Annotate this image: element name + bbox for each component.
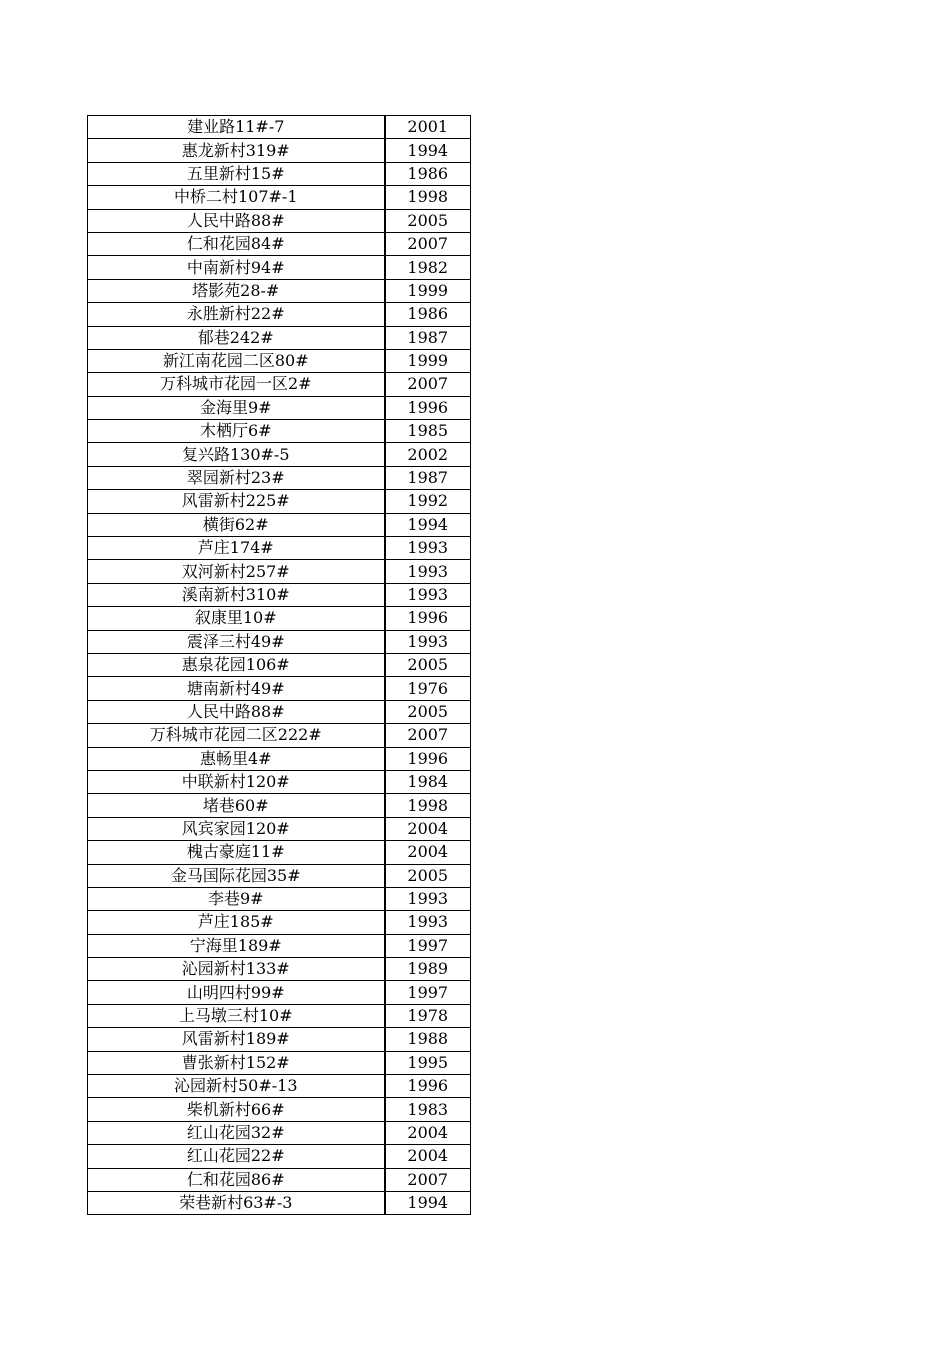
- year-cell[interactable]: 2004: [385, 1121, 471, 1144]
- table-row: [88, 1168, 471, 1191]
- address-cell[interactable]: 中联新村120#: [88, 770, 385, 793]
- table-row: [88, 326, 471, 349]
- address-cell[interactable]: 郁巷242#: [88, 326, 385, 349]
- address-cell[interactable]: 木栖厅6#: [88, 420, 385, 443]
- table-row: [88, 232, 471, 255]
- address-cell[interactable]: 上马墩三村10#: [88, 1004, 385, 1027]
- table-row: [88, 373, 471, 396]
- address-cell[interactable]: 翠园新村23#: [88, 466, 385, 489]
- address-cell[interactable]: 永胜新村22#: [88, 303, 385, 326]
- address-cell[interactable]: 复兴路130#-5: [88, 443, 385, 466]
- table-row: [88, 443, 471, 466]
- address-cell[interactable]: 横街62#: [88, 513, 385, 536]
- table-row: [88, 209, 471, 232]
- year-cell[interactable]: 1983: [385, 1098, 471, 1121]
- address-cell[interactable]: 仁和花园84#: [88, 232, 385, 255]
- table-row: [88, 279, 471, 302]
- table-row: [88, 396, 471, 419]
- year-cell[interactable]: 2007: [385, 373, 471, 396]
- table-row: [88, 583, 471, 606]
- year-cell[interactable]: 1993: [385, 583, 471, 606]
- address-cell[interactable]: 风雷新村225#: [88, 490, 385, 513]
- table-row: [88, 770, 471, 793]
- address-cell[interactable]: 建业路11#-7: [88, 116, 385, 139]
- year-cell[interactable]: 1995: [385, 1051, 471, 1074]
- year-cell[interactable]: 1996: [385, 607, 471, 630]
- year-cell[interactable]: 1997: [385, 981, 471, 1004]
- table-row: [88, 653, 471, 676]
- year-cell[interactable]: 1996: [385, 1075, 471, 1098]
- address-cell[interactable]: 柴机新村66#: [88, 1098, 385, 1121]
- year-cell[interactable]: 1988: [385, 1028, 471, 1051]
- year-cell[interactable]: 1998: [385, 186, 471, 209]
- table-row: [88, 1145, 471, 1168]
- year-cell[interactable]: 1987: [385, 326, 471, 349]
- address-cell[interactable]: 芦庄185#: [88, 911, 385, 934]
- address-cell[interactable]: 沁园新村133#: [88, 958, 385, 981]
- year-cell[interactable]: 1999: [385, 279, 471, 302]
- table-row: [88, 1121, 471, 1144]
- table-row: [88, 958, 471, 981]
- table-row: [88, 537, 471, 560]
- address-cell[interactable]: 惠龙新村319#: [88, 139, 385, 162]
- address-cell[interactable]: 惠泉花园106#: [88, 653, 385, 676]
- year-cell[interactable]: 2005: [385, 864, 471, 887]
- address-cell[interactable]: 塘南新村49#: [88, 677, 385, 700]
- year-cell[interactable]: 1993: [385, 537, 471, 560]
- address-cell[interactable]: 金海里9#: [88, 396, 385, 419]
- address-cell[interactable]: 金马国际花园35#: [88, 864, 385, 887]
- address-cell[interactable]: 双河新村257#: [88, 560, 385, 583]
- year-cell[interactable]: 2001: [385, 116, 471, 139]
- table-row: [88, 677, 471, 700]
- address-cell[interactable]: 新江南花园二区80#: [88, 349, 385, 372]
- table-row: [88, 116, 471, 139]
- table-row: [88, 724, 471, 747]
- year-cell[interactable]: 1985: [385, 420, 471, 443]
- address-cell[interactable]: 仁和花园86#: [88, 1168, 385, 1191]
- table-row: [88, 303, 471, 326]
- address-cell[interactable]: 风雷新村189#: [88, 1028, 385, 1051]
- table-row: [88, 256, 471, 279]
- address-year-table: [87, 115, 471, 1215]
- year-cell[interactable]: 1994: [385, 1191, 471, 1214]
- table-row: [88, 490, 471, 513]
- table-row: [88, 466, 471, 489]
- year-cell[interactable]: 2005: [385, 209, 471, 232]
- table-row: [88, 162, 471, 185]
- year-cell[interactable]: 1998: [385, 794, 471, 817]
- address-cell[interactable]: 溪南新村310#: [88, 583, 385, 606]
- address-cell[interactable]: 塔影苑28-#: [88, 279, 385, 302]
- table-row: [88, 747, 471, 770]
- table-row: [88, 887, 471, 910]
- table-row: [88, 1075, 471, 1098]
- address-cell[interactable]: 万科城市花园二区222#: [88, 724, 385, 747]
- address-cell[interactable]: 堵巷60#: [88, 794, 385, 817]
- year-cell[interactable]: 1993: [385, 630, 471, 653]
- year-cell[interactable]: 1997: [385, 934, 471, 957]
- year-cell[interactable]: 1986: [385, 303, 471, 326]
- table-row: [88, 864, 471, 887]
- address-cell[interactable]: 曹张新村152#: [88, 1051, 385, 1074]
- year-cell[interactable]: 1984: [385, 770, 471, 793]
- year-cell[interactable]: 1996: [385, 747, 471, 770]
- address-cell[interactable]: 沁园新村50#-13: [88, 1075, 385, 1098]
- table-row: [88, 817, 471, 840]
- table-row: [88, 560, 471, 583]
- year-cell[interactable]: 1994: [385, 139, 471, 162]
- address-cell[interactable]: 红山花园22#: [88, 1145, 385, 1168]
- address-cell[interactable]: 人民中路88#: [88, 209, 385, 232]
- table-row: [88, 934, 471, 957]
- table-row: [88, 794, 471, 817]
- year-cell[interactable]: 1996: [385, 396, 471, 419]
- year-cell[interactable]: 2004: [385, 1145, 471, 1168]
- table-row: [88, 607, 471, 630]
- year-cell[interactable]: 2004: [385, 817, 471, 840]
- year-cell[interactable]: 1993: [385, 887, 471, 910]
- year-cell[interactable]: 2002: [385, 443, 471, 466]
- address-cell[interactable]: 槐古豪庭11#: [88, 841, 385, 864]
- address-cell[interactable]: 叙康里10#: [88, 607, 385, 630]
- year-cell[interactable]: 2005: [385, 700, 471, 723]
- year-cell[interactable]: 2004: [385, 841, 471, 864]
- year-cell[interactable]: 1993: [385, 911, 471, 934]
- table-row: [88, 1028, 471, 1051]
- table-row: [88, 513, 471, 536]
- year-cell[interactable]: 2005: [385, 653, 471, 676]
- year-cell[interactable]: 1976: [385, 677, 471, 700]
- year-cell[interactable]: 1994: [385, 513, 471, 536]
- table-body: [88, 116, 471, 1215]
- year-cell[interactable]: 1989: [385, 958, 471, 981]
- address-cell[interactable]: 中桥二村107#-1: [88, 186, 385, 209]
- address-cell[interactable]: 惠畅里4#: [88, 747, 385, 770]
- year-cell[interactable]: 1982: [385, 256, 471, 279]
- table-row: [88, 1191, 471, 1214]
- address-cell[interactable]: 红山花园32#: [88, 1121, 385, 1144]
- table-row: [88, 841, 471, 864]
- table-row: [88, 349, 471, 372]
- table-row: [88, 1098, 471, 1121]
- table-row: [88, 981, 471, 1004]
- address-cell[interactable]: 李巷9#: [88, 887, 385, 910]
- address-cell[interactable]: 风宾家园120#: [88, 817, 385, 840]
- address-cell[interactable]: 荣巷新村63#-3: [88, 1191, 385, 1214]
- table-row: [88, 1051, 471, 1074]
- year-cell[interactable]: 1987: [385, 466, 471, 489]
- table-row: [88, 139, 471, 162]
- address-cell[interactable]: 人民中路88#: [88, 700, 385, 723]
- year-cell[interactable]: 1978: [385, 1004, 471, 1027]
- year-cell[interactable]: 2007: [385, 724, 471, 747]
- year-cell[interactable]: 1986: [385, 162, 471, 185]
- address-cell[interactable]: 万科城市花园一区2#: [88, 373, 385, 396]
- year-cell[interactable]: 2007: [385, 1168, 471, 1191]
- year-cell[interactable]: 1999: [385, 349, 471, 372]
- year-cell[interactable]: 1992: [385, 490, 471, 513]
- table-row: [88, 420, 471, 443]
- table-row: [88, 911, 471, 934]
- table-row: [88, 630, 471, 653]
- table-row: [88, 186, 471, 209]
- address-cell[interactable]: 山明四村99#: [88, 981, 385, 1004]
- address-cell[interactable]: 震泽三村49#: [88, 630, 385, 653]
- table-row: [88, 1004, 471, 1027]
- address-cell[interactable]: 中南新村94#: [88, 256, 385, 279]
- year-cell[interactable]: 1993: [385, 560, 471, 583]
- table-row: [88, 700, 471, 723]
- address-cell[interactable]: 芦庄174#: [88, 537, 385, 560]
- address-cell[interactable]: 宁海里189#: [88, 934, 385, 957]
- year-cell[interactable]: 2007: [385, 232, 471, 255]
- address-cell[interactable]: 五里新村15#: [88, 162, 385, 185]
